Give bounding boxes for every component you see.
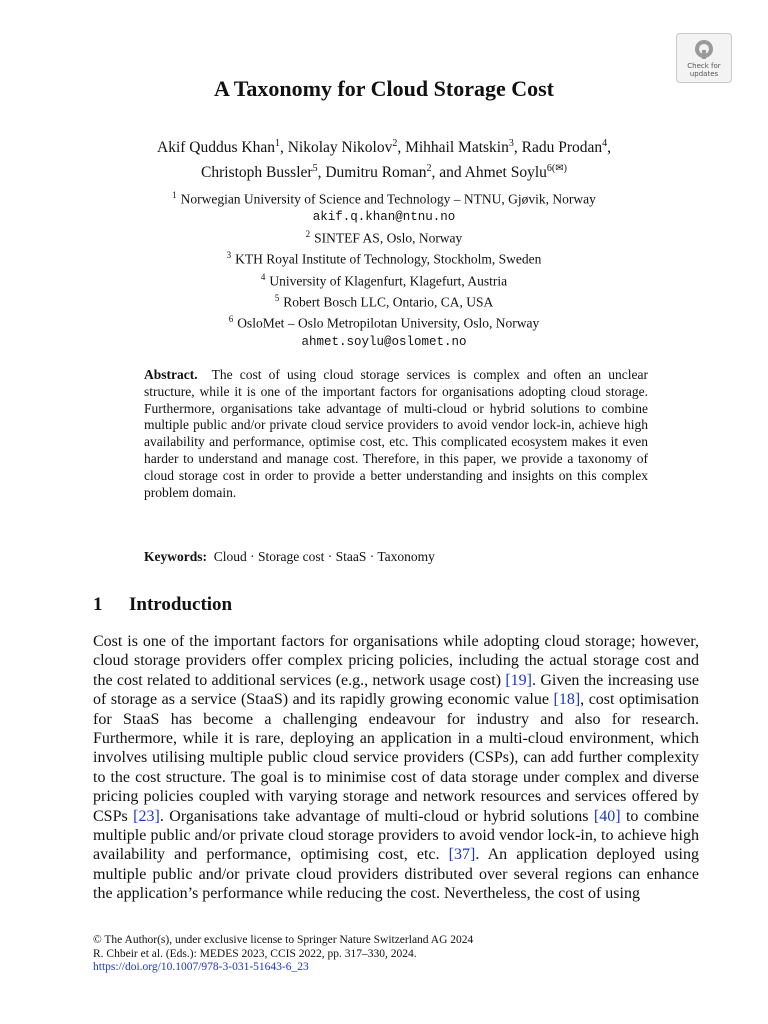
affiliation-number: 1 [172,190,177,200]
author-affiliation-mark: 2 [392,138,398,149]
author-name: Dumitru Roman [325,164,427,182]
body-text-segment: . Organisations take advantage of multi-cloud or hybrid solutions [159,807,594,825]
section-title: Introduction [129,594,233,615]
author-affiliation-mark: 6(✉) [546,163,567,175]
paper-title: A Taxonomy for Cloud Storage Cost [213,76,555,101]
author-name: Nikolay Nikolov [287,139,393,157]
affiliation-item [90,187,678,208]
doi-link[interactable]: https://doi.org/10.1007/978-3-031-51643-6_23 [93,961,309,973]
author-list: Akif Quddus Khan$^1$, Nikolay Nikolov$^2$, Mihhail Matskin$^3$, Radu Prodan$^4$, Christoph Bussler$^5$, Dumitru Roman$^2$, and Ahmet Soylu$^{6(✉)}$ [157,138,611,182]
affiliation-item [90,269,678,290]
author-affiliation-mark: 4 [602,138,608,149]
citation-link[interactable]: [37] [448,846,476,864]
body-text-segment: . An application deployed using multiple public and/or private cloud providers distributed over several regions can enhance the application’s performance while reducing the cost. Nevertheless, the cost of using [93,846,699,903]
affiliation-text: akif.q.khan@ntnu.no [312,210,456,225]
author-name: Radu Prodan [521,139,603,157]
citation-link[interactable]: [23] [133,807,160,825]
abstract [144,367,648,501]
affiliation-text: Norwegian University of Science and Technology – NTNU, Gjøvik, Norway [180,191,596,207]
affiliation-number: 6 [228,314,234,325]
badge-line-1: Check for [687,62,721,70]
footer-citation: R. Chbeir et al. (Eds.): MEDES 2023, CCIS 2022, pp. 317–330, 2024. [93,947,417,960]
affiliation-text: University of Klagenfurt, Klagefurt, Austria [269,273,508,289]
citation-link[interactable]: [19] [505,671,532,689]
affiliation-text: ahmet.soylu@oslomet.no [301,334,467,349]
author-affiliation-mark: 3 [508,138,514,149]
body-text-segment: . Given the increasing use of storage as a service (StaaS) and its rapidly growing economic value [93,671,699,709]
keywords-label: Keywords: [144,549,207,564]
author-name: Akif Quddus Khan [157,139,275,157]
affiliation-text: OsloMet – Oslo Metropilotan University, Oslo, Norway [237,315,540,331]
author-affiliation-mark: 2 [426,163,432,175]
author-affiliation-mark: 1 [274,138,280,149]
affiliation-text: Robert Bosch LLC, Ontario, CA, USA [283,294,494,310]
author-affiliation-mark: 5 [312,163,318,175]
keywords-text: Cloud · Storage cost · StaaS · Taxonomy [213,549,435,564]
keywords [144,549,648,565]
author-name: Christoph Bussler [201,164,313,182]
abstract-text: The cost of using cloud storage services is complex and often an unclear structure, while it is one of the important factors for organisations adopting cloud storage. Furthermore, organisations take advantage of multi-cloud or hybrid solutions to combine multiple public and/or private cloud service providers to avoid vendor lock-in, achieve high availability and performance, optimise cost, etc. This complicated ecosystem makes it even harder to understand and manage cost. Therefore, in this paper, we provide a taxonomy of cloud storage cost in order to provide a better understanding and insights on this complex problem domain. [144,367,649,500]
citation-link[interactable]: [40] [593,807,621,825]
affiliation-text: SINTEF AS, Oslo, Norway [314,230,463,246]
body-text-segment: to combine multiple public and/or private cloud storage providers to avoid vendor lock-in, to achieve high availability and performance, optimising cost, etc. [93,807,699,864]
check-for-updates-icon [692,38,716,62]
footer-copyright: © The Author(s), under exclusive license to Springer Nature Switzerland AG 2024 [93,934,474,946]
abstract-label: Abstract. [144,367,198,382]
introduction-body [93,632,699,904]
affiliation-item [90,247,678,268]
affiliation-number: 4 [260,271,266,282]
author-name: Mihhail Matskin [405,139,509,157]
affiliation-number: 5 [274,292,280,303]
affiliation-item [90,311,678,332]
body-text-segment: Cost is one of the important factors for organisations while adopting cloud storage; however, cloud storage providers offer complex pricing policies, including the actual storage cost and the cost related to additional services (e.g., network usage cost) [93,633,699,689]
copyright-footer [93,934,699,975]
badge-line-2: updates [689,70,719,78]
author-email[interactable] [90,208,678,226]
affiliation-list [90,187,678,350]
affiliation-item [90,226,678,247]
body-text-segment: , cost optimisation for StaaS has become a challenging endeavour for industry and also for research. Furthermore, while it is rare, deploying an application in a multi-cloud environment, which involves utilising multiple public cloud service providers (CSPs), can add further complexity to the cost structure. The goal is to minimise cost of data storage under complex and diverse pricing policies coupled with varying storage and network resources and services offered by CSPs [93,691,699,825]
section-heading [93,594,232,616]
section-number: 1 [93,594,103,615]
affiliation-number: 3 [226,250,232,261]
affiliation-text: KTH Royal Institute of Technology, Stockholm, Sweden [235,251,542,267]
author-email[interactable] [90,333,678,351]
affiliation-number: 2 [305,229,311,240]
citation-link[interactable]: [18] [553,691,581,709]
affiliation-item [90,290,678,311]
author-name: Ahmet Soylu [464,164,547,182]
